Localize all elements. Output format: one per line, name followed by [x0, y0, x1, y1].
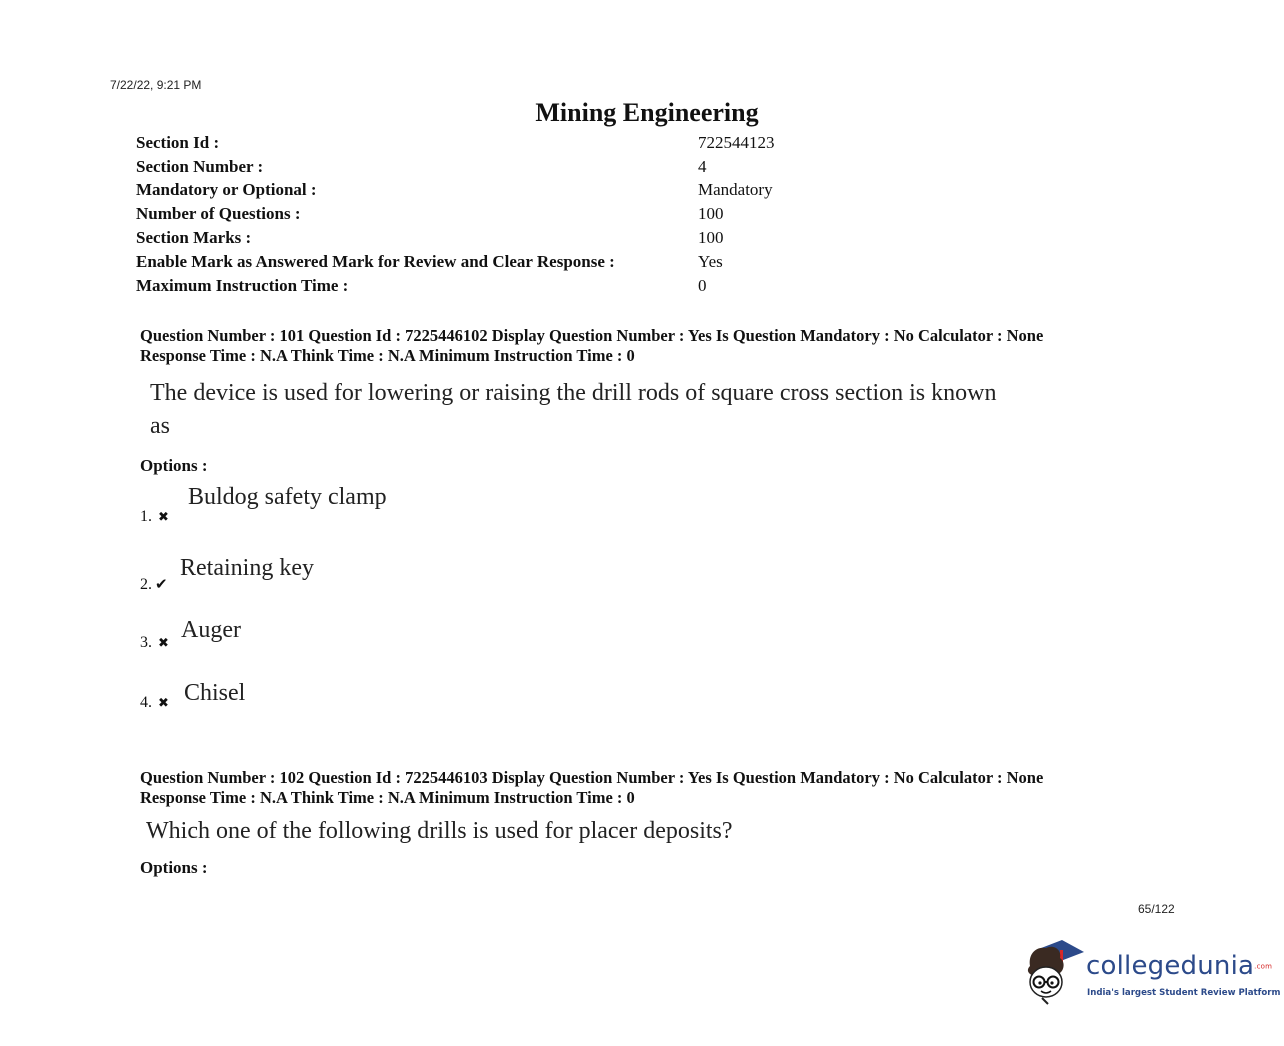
option-text: Retaining key — [180, 555, 314, 581]
check-icon: ✔ — [155, 577, 168, 593]
question-header — [140, 768, 1140, 808]
enable-mark-value: Yes — [698, 251, 723, 271]
print-timestamp: 7/22/22, 9:21 PM — [110, 78, 202, 92]
mandatory-label: Mandatory or Optional : — [136, 180, 317, 200]
question-text-line2: as — [150, 413, 170, 439]
instruction-time-label: Maximum Instruction Time : — [136, 275, 349, 295]
option-text: Chisel — [184, 680, 246, 706]
question-text: Which one of the following drills is used for placer deposits? — [146, 818, 733, 844]
section-number-value: 4 — [698, 156, 707, 176]
question-header-line1: Question Number : 101 Question Id : 7225446102 Display Question Number : Yes Is Question Mandatory : No Calculator : None — [140, 326, 1044, 345]
section-id-label: Section Id : — [136, 132, 220, 152]
options-label: Options : — [140, 456, 208, 475]
instruction-time-value: 0 — [698, 275, 707, 295]
question-count-label: Number of Questions : — [136, 204, 301, 224]
enable-mark-label: Enable Mark as Answered Mark for Review and Clear Response : — [136, 251, 615, 271]
logo-suffix: .com — [1254, 962, 1273, 971]
question-text — [150, 377, 996, 443]
option-text: Auger — [181, 617, 241, 643]
cross-icon: ✖ — [158, 695, 169, 710]
collegedunia-logo-text — [1086, 951, 1272, 981]
collegedunia-mascot-logo — [1022, 936, 1086, 1008]
section-info-row — [136, 274, 936, 298]
option-number: 2. — [140, 576, 152, 593]
option-number: 4. — [140, 694, 152, 711]
cross-icon: ✖ — [158, 509, 169, 524]
section-info-row — [136, 202, 936, 226]
question-header-line2: Response Time : N.A Think Time : N.A Minimum Instruction Time : 0 — [140, 788, 635, 807]
mandatory-value: Mandatory — [698, 180, 773, 200]
section-marks-value: 100 — [698, 228, 724, 248]
option-row — [140, 575, 168, 594]
option-number: 1. — [140, 508, 152, 525]
question-header — [140, 326, 1140, 366]
logo-tagline: India's largest Student Review Platform — [1087, 988, 1281, 998]
options-label: Options : — [140, 858, 208, 877]
option-text: Buldog safety clamp — [188, 484, 387, 510]
section-info-row — [136, 179, 936, 203]
option-row — [140, 634, 169, 652]
option-number: 3. — [140, 634, 152, 651]
option-row — [140, 508, 169, 526]
page-number: 65/122 — [1138, 902, 1175, 916]
logo-name: collegedunia — [1086, 951, 1255, 981]
section-marks-label: Section Marks : — [136, 228, 252, 248]
section-info-row — [136, 250, 936, 274]
option-row — [140, 694, 169, 712]
section-info-row — [136, 131, 936, 155]
section-id-value: 722544123 — [698, 132, 775, 152]
section-number-label: Section Number : — [136, 156, 264, 176]
question-count-value: 100 — [698, 204, 724, 224]
question-text-line1: The device is used for lowering or raising the drill rods of square cross section is known — [150, 380, 997, 406]
question-header-line2: Response Time : N.A Think Time : N.A Minimum Instruction Time : 0 — [140, 346, 635, 365]
section-info-row — [136, 226, 936, 250]
page-title: Mining Engineering — [535, 98, 759, 127]
section-info-table — [136, 131, 936, 298]
section-info-row — [136, 155, 936, 179]
question-header-line1: Question Number : 102 Question Id : 7225446103 Display Question Number : Yes Is Question Mandatory : No Calculator : None — [140, 768, 1044, 787]
cross-icon: ✖ — [158, 635, 169, 650]
